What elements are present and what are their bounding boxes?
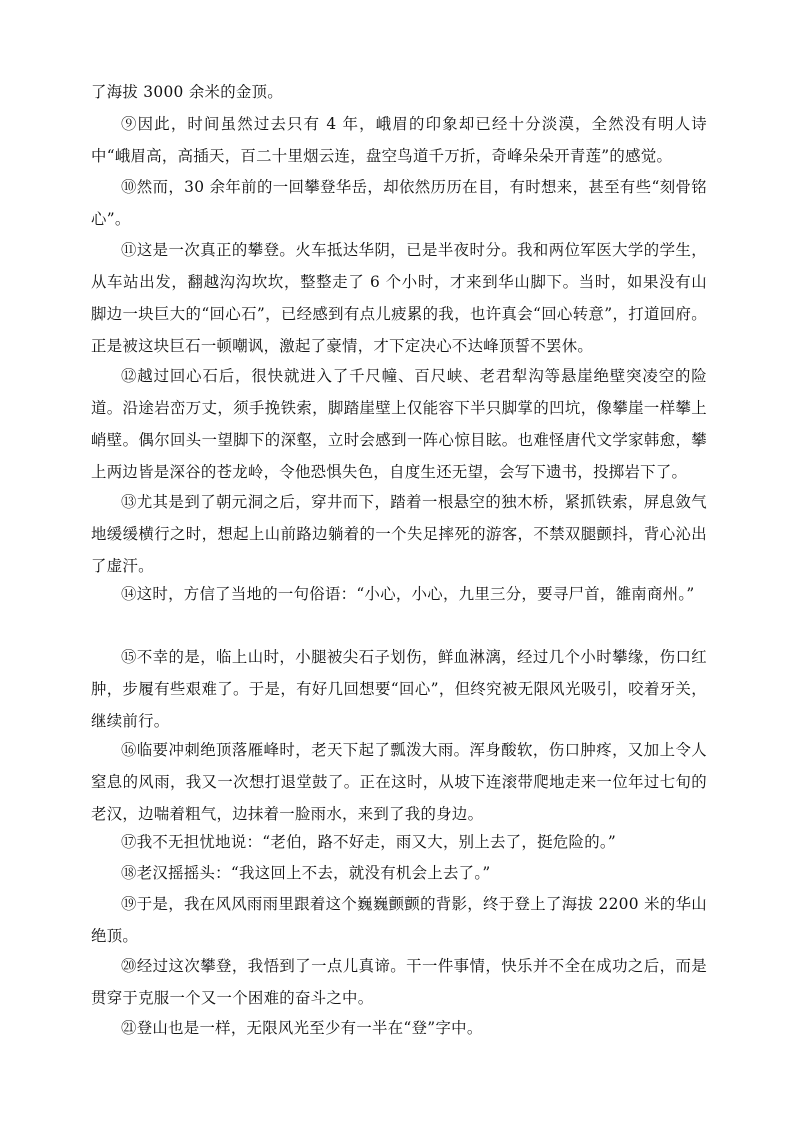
paragraph-9: ⑨因此，时间虽然过去只有 4 年，峨眉的印象却已经十分淡漠，全然没有明人诗中“峨眉高，高插天，百二十里烟云连，盘空鸟道千万折，奇峰朵朵开青莲”的感觉。 <box>91 115 707 165</box>
paragraph-10: ⑩然而，30 余年前的一回攀登华岳，却依然历历在目，有时想来，甚至有些“刻骨铭心”。 <box>91 178 707 228</box>
paragraph-12: ⑫越过回心石后，很快就进入了千尺幢、百尺峡、老君犁沟等悬崖绝壁突凌空的险道。沿途岩峦万丈，须手挽铁索，脚踏崖壁上仅能容下半只脚掌的凹坑，像攀崖一样攀上峭壁。偶尔回头一望脚下的深壑，立时会感到一阵心惊目眩。也难怪唐代文学家韩愈，攀上两边皆是深谷的苍龙岭，令他恐惧失色，自度生还无望，会写下遗书，投掷岩下了。 <box>91 367 707 481</box>
paragraph-15: ⑮不幸的是，临上山时，小腿被尖石子划伤，鲜血淋漓，经过几个小时攀缘，伤口红肿，步履有些艰难了。于是，有好几回想要“回心”，但终究被无限风光吸引，咬着牙关，继续前行。 <box>91 648 707 730</box>
paragraph-13: ⑬尤其是到了朝元洞之后，穿井而下，踏着一根悬空的独木桥，紧抓铁索，屏息敛气地缓缓横行之时，想起上山前路边躺着的一个失足摔死的游客，不禁双腿颤抖，背心沁出了虚汗。 <box>91 493 707 575</box>
paragraph-16: ⑯临要冲刺绝顶落雁峰时，老天下起了瓢泼大雨。浑身酸软，伤口肿疼，又加上令人窒息的风雨，我又一次想打退堂鼓了。正在这时，从坡下连滚带爬地走来一位年过七旬的老汉，边喘着粗气，边抹着一脸雨水，来到了我的身边。 <box>91 741 707 823</box>
paragraph-21: ㉑登山也是一样，无限风光至少有一半在“登”字中。 <box>121 1019 483 1037</box>
paragraph-19: ⑲于是，我在风风雨雨里跟着这个巍巍颤颤的背影，终于登上了海拔 2200 米的华山绝顶。 <box>91 895 707 945</box>
paragraph-17: ⑰我不无担忧地说：“老伯，路不好走，雨又大，别上去了，挺危险的。” <box>121 833 617 851</box>
paragraph-20: ⑳经过这次攀登，我悟到了一点儿真谛。干一件事情，快乐并不全在成功之后，而是贯穿于克服一个又一个困难的奋斗之中。 <box>91 957 707 1007</box>
paragraph-11: ⑪这是一次真正的攀登。火车抵达华阴，已是半夜时分。我和两位军医大学的学生，从车站出发，翻越沟沟坎坎，整整走了 6 个小时，才来到华山脚下。当时，如果没有山脚边一块巨大的“回心石”，已经感到有点儿疲累的我，也许真会“回心转意”，打道回府。正是被这块巨石一顿嘲讽，激起了豪情，才下定决心不达峰顶誓不罢休。 <box>91 241 707 355</box>
paragraph-14: ⑭这时，方信了当地的一句俗语：“小心，小心，九里三分，要寻尸首，雒南商州。” <box>121 585 695 603</box>
paragraph-8-tail: 了海拔 3000 余米的金顶。 <box>91 83 283 101</box>
paragraph-18: ⑱老汉摇摇头：“我这回上不去，就没有机会上去了。” <box>121 864 491 882</box>
